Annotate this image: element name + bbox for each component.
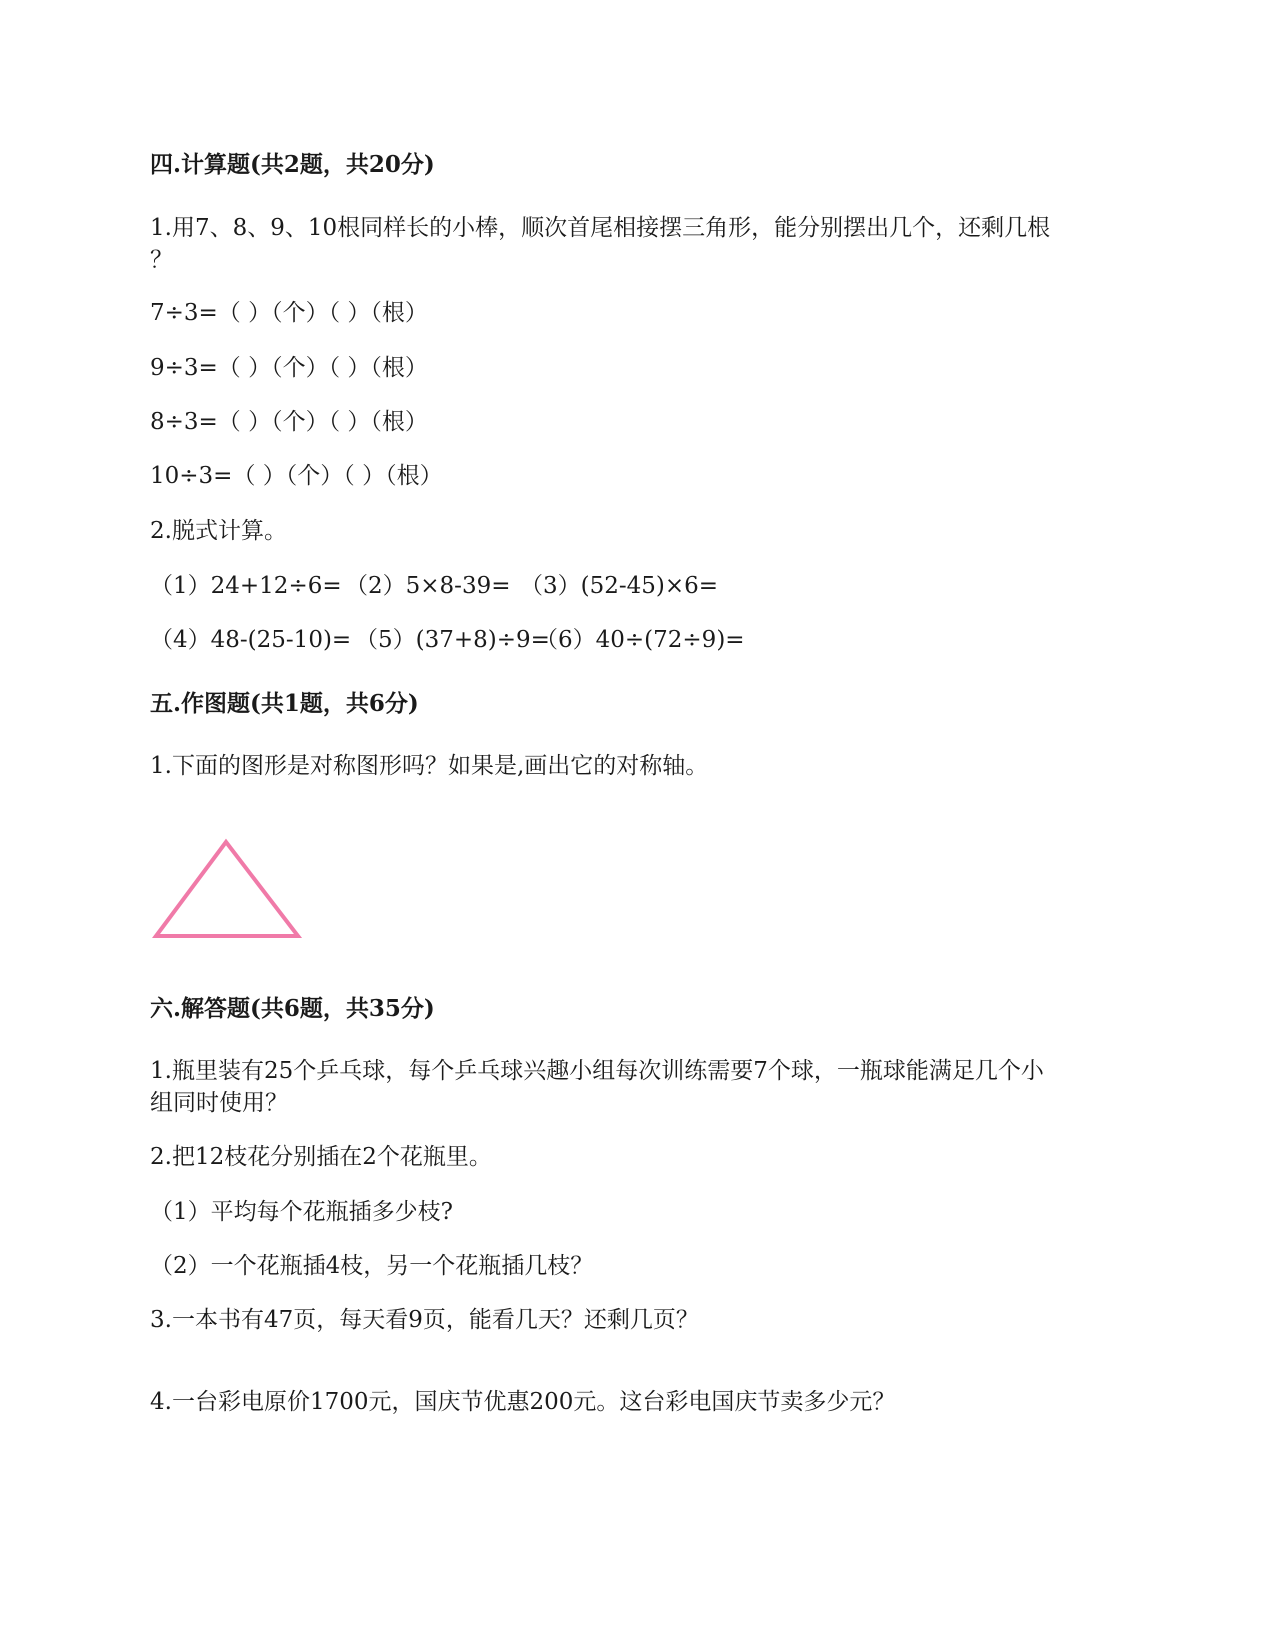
question-6-1-line-1: 1.瓶里装有25个乒乓球，每个乒乓球兴趣小组每次训练需要7个球，一瓶球能满足几个小	[150, 1058, 1044, 1084]
question-6-4: 4.一台彩电原价1700元，国庆节优惠200元。这台彩电国庆节卖多少元？	[150, 1389, 896, 1415]
question-6-2-sub-2: （2）一个花瓶插4枝，另一个花瓶插几枝？	[150, 1253, 594, 1279]
question-6-2-title: 2.把12枝花分别插在2个花瓶里。	[150, 1144, 492, 1170]
expression-5: （5）(37+8)÷9=	[355, 627, 550, 653]
question-6-1-line-2: 组同时使用？	[150, 1090, 288, 1116]
expression-1: （1）24+12÷6=	[150, 573, 342, 599]
question-4-2-title: 2.脱式计算。	[150, 518, 287, 544]
section-6-heading: 六.解答题(共6题，共35分)	[150, 995, 435, 1022]
division-row-9: 9÷3=（ ）（个）（ ）（根）	[150, 355, 428, 381]
expression-6: （6）40÷(72÷9)=	[535, 627, 745, 653]
division-row-8: 8÷3=（ ）（个）（ ）（根）	[150, 409, 428, 435]
section-5-heading: 五.作图题(共1题，共6分)	[150, 690, 419, 717]
question-4-1-line-2: ？	[150, 247, 173, 273]
question-5-1: 1.下面的图形是对称图形吗？如果是,画出它的对称轴。	[150, 753, 709, 779]
triangle-figure	[150, 838, 310, 948]
question-6-3: 3.一本书有47页，每天看9页，能看几天？还剩几页？	[150, 1307, 699, 1333]
question-6-2-sub-1: （1）平均每个花瓶插多少枝?	[150, 1199, 453, 1225]
section-4-heading: 四.计算题(共2题，共20分)	[150, 151, 435, 178]
expression-3: （3）(52-45)×6=	[520, 573, 719, 599]
expression-row-1	[150, 570, 718, 602]
division-row-10: 10÷3=（ ）（个）（ ）（根）	[150, 463, 443, 489]
expression-4: （4）48-(25-10)=	[150, 627, 352, 653]
expression-row-2	[150, 624, 745, 656]
triangle-outline	[156, 842, 298, 936]
expression-2: （2）5×8-39=	[345, 573, 511, 599]
division-row-7: 7÷3=（ ）（个）（ ）（根）	[150, 300, 428, 326]
question-4-1-line-1: 1.用7、8、9、10根同样长的小棒，顺次首尾相接摆三角形，能分别摆出几个，还剩几根	[150, 215, 1051, 241]
